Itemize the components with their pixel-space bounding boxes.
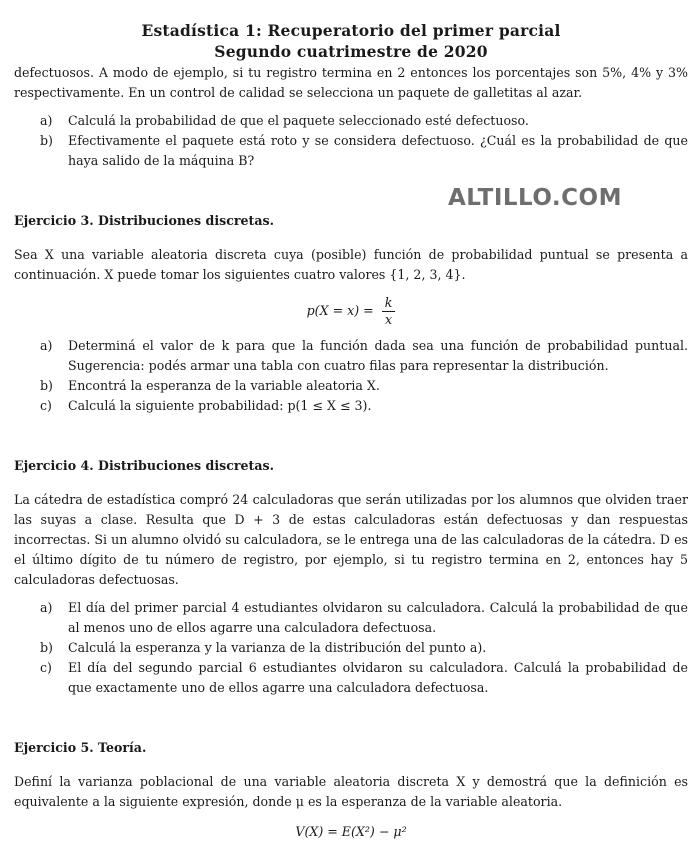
item-text: Calculá la probabilidad de que el paquete seleccionado esté defectuoso. [68, 113, 529, 128]
item-text: Calculá la esperanza y la varianza de la distribución del punto a). [68, 640, 487, 655]
item-label: b) [40, 133, 53, 148]
item-text: El día del segundo parcial 6 estudiantes olvidaron su calculadora. Calculá la probabilidad de que exactamente uno de ellos agarre una calculadora defectuosa. [68, 660, 688, 695]
exercise-4-items [14, 598, 688, 698]
list-item [14, 376, 688, 396]
item-label: a) [40, 113, 53, 128]
item-text: Calculá la siguiente probabilidad: p(1 ≤ X ≤ 3). [68, 398, 372, 413]
formula-fraction [382, 295, 396, 328]
exercise-5-title: Ejercicio 5. Teoría. [14, 740, 147, 755]
exercise-3-items [14, 336, 688, 416]
item-label: c) [40, 660, 52, 675]
list-item [14, 598, 688, 638]
intro-items [14, 111, 688, 171]
list-item [14, 396, 688, 416]
list-item [14, 658, 688, 698]
formula-denominator: x [384, 312, 393, 327]
formula-numerator: k [382, 295, 396, 312]
item-text: Determiná el valor de k para que la función dada sea una función de probabilidad puntual. Sugerencia: podés armar una tabla con cuatro filas para representar la distribución. [68, 338, 688, 373]
item-text: Efectivamente el paquete está roto y se considera defectuoso. ¿Cuál es la probabilidad de que haya salido de la máquina B? [68, 133, 688, 168]
list-item [14, 638, 688, 658]
list-item [14, 111, 688, 131]
item-label: a) [40, 600, 53, 615]
exercise-3-title: Ejercicio 3. Distribuciones discretas. [14, 213, 274, 228]
exam-page [14, 20, 688, 842]
exam-title-line2: Segundo cuatrimestre de 2020 [214, 42, 488, 61]
exercise-4-paragraph: La cátedra de estadística compró 24 calculadoras que serán utilizadas por los alumnos que olviden traer las suyas a clase. Resulta que D + 3 de estas calculadoras están defectuosas y dan respuestas incorrectas. Si un alumno olvidó su calculadora, se le entrega una de las calculadoras de la cátedra. D es el último dígito de tu número de registro, por ejemplo, si tu registro termina en 2, entonces hay 5 calculadoras defectuosas. [14, 492, 688, 587]
exercise-3-formula [14, 295, 688, 328]
intro-paragraph: defectuosos. A modo de ejemplo, si tu registro termina en 2 entonces los porcentajes son 5%, 4% y 3% respectivamente. En un control de calidad se selecciona un paquete de galletitas al azar. [14, 65, 688, 100]
watermark-logo: ALTILLO.COM [448, 185, 622, 211]
item-label: a) [40, 338, 53, 353]
formula-lhs: p(X = x) = [306, 303, 374, 318]
item-label: b) [40, 378, 53, 393]
exercise-5-formula: V(X) = E(X²) − μ² [295, 824, 407, 839]
exercise-5-paragraph: Definí la varianza poblacional de una variable aleatoria discreta X y demostrá que la definición es equivalente a la siguiente expresión, donde μ es la esperanza de la variable aleatoria. [14, 774, 688, 809]
item-text: El día del primer parcial 4 estudiantes olvidaron su calculadora. Calculá la probabilidad de que al menos uno de ellos agarre una calculadora defectuosa. [68, 600, 688, 635]
exam-title-line1: Estadística 1: Recuperatorio del primer parcial [141, 21, 561, 40]
item-label: b) [40, 640, 53, 655]
list-item [14, 131, 688, 171]
list-item [14, 336, 688, 376]
item-text: Encontrá la esperanza de la variable aleatoria X. [68, 378, 380, 393]
exercise-3-paragraph: Sea X una variable aleatoria discreta cuya (posible) función de probabilidad puntual se presenta a continuación. X puede tomar los siguientes cuatro valores {1, 2, 3, 4}. [14, 247, 688, 282]
item-label: c) [40, 398, 52, 413]
exercise-4-title: Ejercicio 4. Distribuciones discretas. [14, 458, 274, 473]
